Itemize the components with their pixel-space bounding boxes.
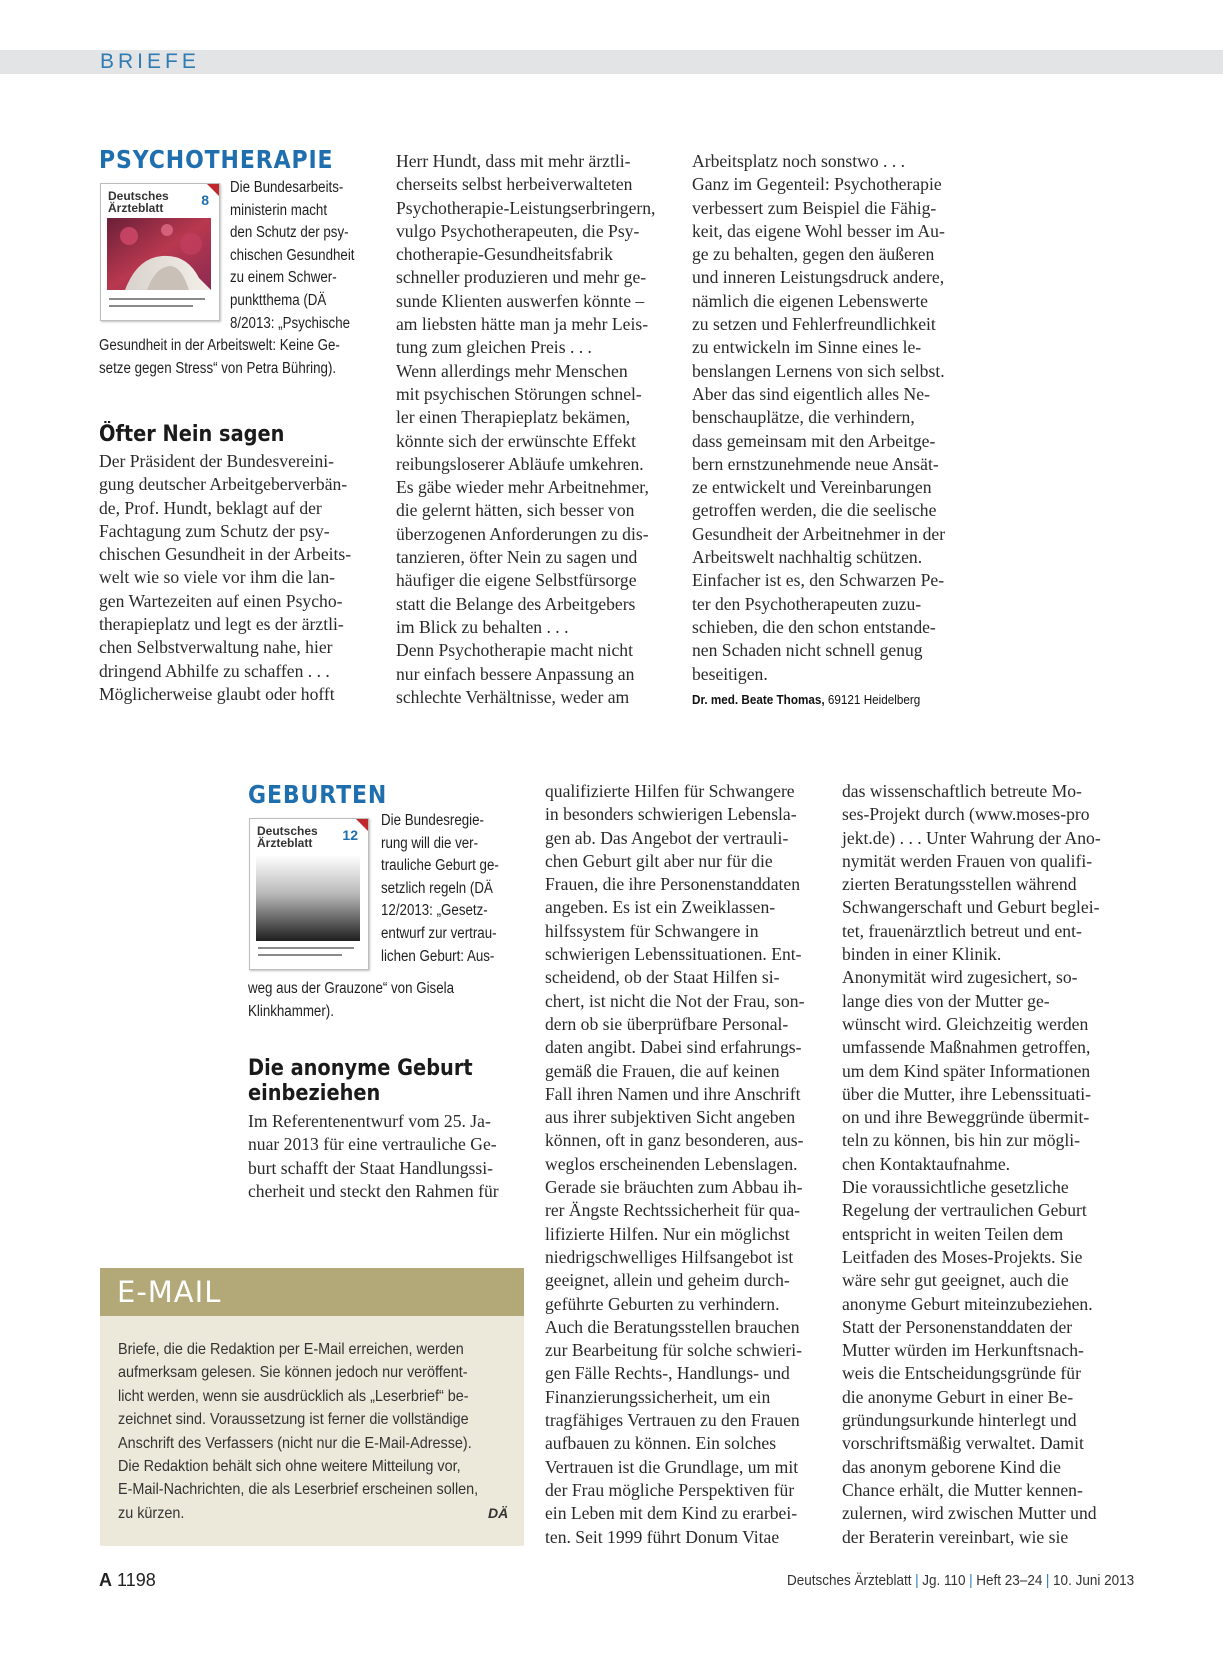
geburten-intro-continued: weg aus der Grauzone“ von Gisela Klinkhammer). [248, 980, 454, 1020]
geburten-column-3: das wissenschaftlich betreute Mo- ses-Projekt durch (www.moses-pro jekt.de) . . . Unter Wahrung der Ano- nymität werden Frauen von qualifi- zierten Beratungsstellen während Schwangerschaft und Geburt beglei- tet, frauenärztlich betreut und ent- binden in einer Klinik. Anonymität wird zugesichert, so- lange dies von der Mutter ge- wünscht wird. Gleichzeitig werden umfassende Maßnahmen getroffen, um dem Kind später Informationen über die Mutter, ihre Lebenssituati- on und ihre Beweggründe übermit- teln zu können, bis hin zur mögli- chen Kontaktaufnahme. Die voraussichtliche gesetzliche Regelung der vertraulichen Geburt entspricht in weiten Teilen dem Leitfaden des Moses-Projekts. Sie wäre sehr gut geeignet, auch die anonyme Geburt miteinzubeziehen. Statt der Personenstanddaten der Mutter würden im Herkunftsnach- weis die Entscheidungsgründe für die anonyme Geburt in einer Be- gründungsurkunde hinterlegt und vorschriftsmäßig verwaltet. Damit das anonym geborene Kind die Chance erhält, die Mutter kennen- zulernen, wird zwischen Mutter und der Beraterin vereinbart, wie sie [842, 781, 1101, 1547]
psychotherapie-title: PSYCHOTHERAPIE [99, 145, 334, 174]
geburten-article-heading: Die anonyme Geburt einbeziehen [248, 1056, 473, 1106]
psych-column-2: Herr Hundt, dass mit mehr ärztli- cherseits selbst herbeiverwalteten Psychotherapie-Leistungserbringern, vulgo Psychotherapeuten, die Psy- chotherapie-Gesundheitsfabrik schneller produzieren und mehr ge- sunde Klienten auswerfen könnte – am liebsten hätte man ja mehr Leis- tung zum gleichen Preis . . . Wenn allerdings mehr Menschen mit psychischen Störungen schnel- ler einen Therapieplatz bekämen, könnte sich der erwünschte Effekt reibungsloserer Abläufe umkehren. Es gäbe wieder mehr Arbeitnehmer, die gelernt hätten, sich besser von überzogenen Anforderungen zu dis- tanzieren, öfter Nein zu sagen und häufiger die eigene Selbstfürsorge statt die Belange des Arbeitgebers im Blick zu behalten . . . Denn Psychotherapie macht nicht nur einfach bessere Anpassung an schlechte Verhältnisse, weder am [396, 151, 656, 707]
email-box-sign: DÄ [488, 1505, 509, 1521]
cover-issue-number: 8 [201, 192, 209, 208]
cover-logo: Deutsches Ärzteblatt [257, 824, 318, 850]
geburten-column-1: Im Referentenentwurf vom 25. Ja- nuar 2013 für eine vertrauliche Ge- burt schafft der Staat Handlungssi- cherheit und steckt den Rahmen für [248, 1111, 499, 1201]
psych-intro: Die Bundesarbeits- ministerin macht den Schutz der psy- chischen Gesundheit zu einem Schwer- punktthema (DÄ 8/2013: „Psychische [230, 179, 355, 332]
footer-issue: Heft 23–24 [976, 1572, 1043, 1589]
cover-text-line [109, 305, 193, 307]
email-box-title: E-MAIL [117, 1275, 222, 1309]
cover-logo: Deutsches Ärzteblatt [108, 189, 169, 215]
geburten-intro: Die Bundesregie- rung will die ver- trauliche Geburt ge- setzlich regeln (DÄ 12/2013: „Gesetz- entwurf zur vertrau- lichen Geburt: Aus- [381, 812, 499, 965]
magazine-cover-8 [100, 183, 220, 321]
geburten-column-2: qualifizierte Hilfen für Schwangere in besonders schwierigen Lebensla- gen ab. Das Angebot der vertrauli- chen Geburt gilt aber nur für die Frauen, die ihre Personenstanddaten angeben. Es ist ein Zweiklassen- hilfssystem für Schwangere in schwierigen Lebenssituationen. Ent- scheidend, ob der Staat Hilfen si- chert, ist nicht die Not der Frau, son- dern ob sie überprüfbare Personal- daten angibt. Dabei sind erfahrungs- gemäß die Frauen, die auf keinen Fall ihren Namen und ihre Anschrift aus ihrer subjektiven Sicht angeben können, oft in ganz besonderen, aus- weglos erscheinenden Lebenslagen. Gerade sie bräuchten zum Abbau ih- rer Ängste Rechtssicherheit für qua- lifizierte Hilfen. Nur ein möglichst niedrigschwelliges Hilfsangebot ist geeignet, allein und geheim durch- geführte Geburten zu verhindern. Auch die Beratungsstellen brauchen zur Bearbeitung für solche schwieri- gen Fälle Rechts-, Handlungs- und Finanzierungssicherheit, um ein tragfähiges Vertrauen zu den Frauen aufbauen zu können. Ein solches Vertrauen ist die Grundlage, um mit der Frau mögliche Perspektiven für ein Leben mit dem Kind zu erarbei- ten. Seit 1999 führt Donum Vitae [545, 781, 805, 1547]
psych-signature: Dr. med. Beate Thomas, 69121 Heidelberg [692, 692, 921, 707]
psych-article-heading: Öfter Nein sagen [99, 422, 285, 447]
geburten-title: GEBURTEN [248, 780, 388, 809]
psych-intro-continued: Gesundheit in der Arbeitswelt: Keine Ge- setze gegen Stress“ von Petra Bühring). [99, 337, 340, 377]
footer-volume: Jg. 110 [922, 1572, 966, 1589]
cover-text-line [258, 954, 342, 956]
psych-column-1: Der Präsident der Bundesvereini- gung deutscher Arbeitgeberverbän- de, Prof. Hundt, beklagt auf der Fachtagung zum Schutz der psy- chischen Gesundheit in der Arbeits- welt wie so viele vor ihm die lan- gen Wartezeiten auf einen Psycho- therapieplatz und legt es der ärztli- chen Selbstverwaltung nahe, hier dringend Abhilfe zu schaffen . . . Möglicherweise glaubt oder hofft [99, 451, 352, 704]
email-box-text: Briefe, die die Redaktion per E-Mail erreichen, werden aufmerksam gelesen. Sie können jedoch nur veröffent- licht werden, wenn sie ausdrücklich als „Leserbrief“ be- zeichnet sind. Voraussetzung ist ferner die vollständige Anschrift des Verfassers (nicht nur die E-Mail-Adresse). Die Redaktion behält sich ohne weitere Mitteilung vor, E-Mail-Nachrichten, die als Leserbrief erscheinen sollen, zu kürzen. [118, 1341, 479, 1522]
cover-text-line [109, 298, 205, 300]
footer-journal: Deutsches Ärzteblatt [787, 1572, 912, 1589]
magazine-cover-12 [249, 818, 369, 970]
footer-date: 10. Juni 2013 [1053, 1572, 1135, 1589]
psych-column-3: Arbeitsplatz noch sonstwo . . . Ganz im Gegenteil: Psychotherapie verbessert zum Beispiel die Fähig- keit, das eigene Wohl besser im Au- ge zu behalten, gegen den äußeren und inneren Leistungsdruck andere, nämlich die eigenen Lebenswerte zu setzen und Fehlerfreundlichkeit zu entwickeln im Sinne eines le- benslangen Lernens von sich selbst. Aber das sind eigentlich alles Ne- benschauplätze, die verhindern, dass gemeinsam mit den Arbeitge- bern ernstzunehmende neue Ansät- ze entwickelt und Vereinbarungen getroffen werden, die die seelische Gesundheit der Arbeitnehmer in der Arbeitswelt nachhaltig schützen. Einfacher ist es, den Schwarzen Pe- ter den Psychotherapeuten zuzu- schieben, die den schon entstande- nen Schaden nicht schnell genug beseitigen. [692, 151, 946, 684]
cover-text-line [258, 947, 354, 949]
journal-footer: Deutsches Ärzteblatt | Jg. 110 | Heft 23–24 | 10. Juni 2013 [787, 1572, 1135, 1589]
cover-illustration [107, 218, 211, 290]
cover-illustration [256, 855, 360, 941]
page-number: A 1198 [99, 1570, 156, 1590]
cover-issue-number: 12 [342, 827, 358, 843]
section-title: BRIEFE [100, 50, 200, 73]
